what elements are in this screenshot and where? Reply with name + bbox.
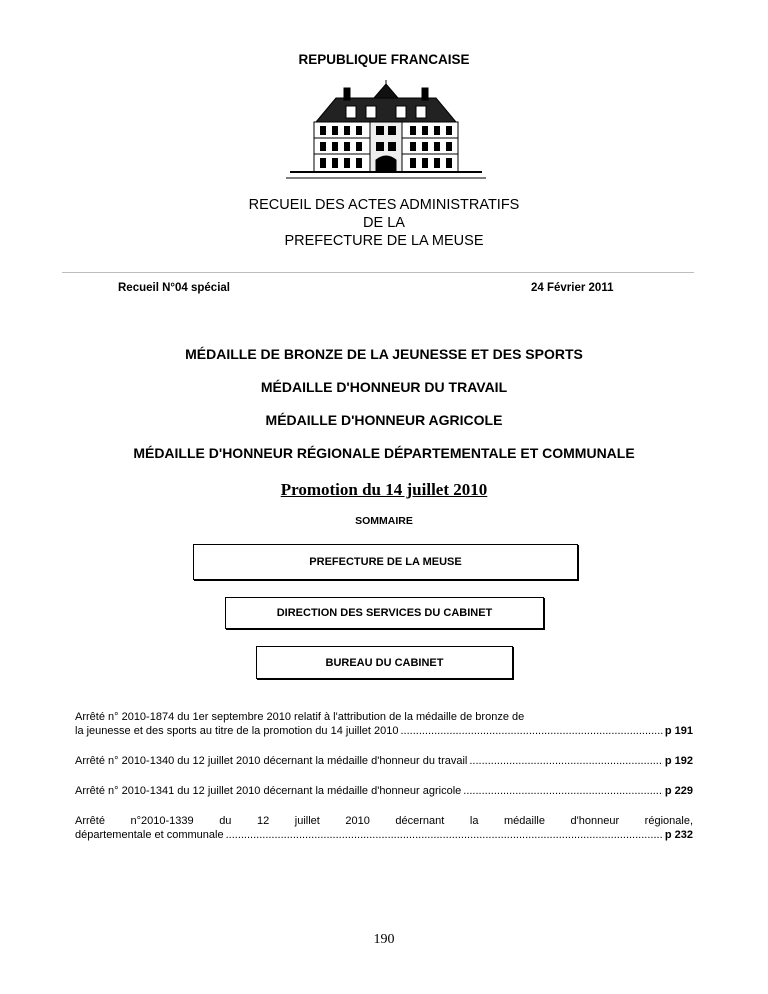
section-box-prefecture bbox=[193, 544, 578, 580]
toc-entry bbox=[75, 784, 693, 798]
recueil-title-line2: DE LA bbox=[363, 215, 405, 231]
recueil-title-line3: PREFECTURE DE LA MEUSE bbox=[284, 233, 484, 249]
toc-entry-line: Arrêté n° 2010-1874 du 1er septembre 2010 relatif à l'attribution de la médaille de bronze de bbox=[75, 711, 525, 723]
section-box-direction bbox=[225, 597, 544, 629]
toc-entry-line: Arrêté n° 2010-1341 du 12 juillet 2010 décernant la médaille d'honneur agricole bbox=[75, 785, 462, 797]
dot-leader bbox=[400, 724, 662, 738]
header-divider bbox=[62, 272, 694, 273]
medal-title: MÉDAILLE D'HONNEUR DU TRAVAIL bbox=[260, 379, 508, 395]
dot-leader bbox=[226, 828, 663, 842]
recueil-date: 24 Février 2011 bbox=[531, 282, 614, 294]
dot-leader bbox=[469, 754, 662, 768]
dot-leader bbox=[463, 784, 663, 798]
toc-entry-page: p 192 bbox=[664, 755, 693, 767]
medal-title: MÉDAILLE DE BRONZE DE LA JEUNESSE ET DES SPORTS bbox=[185, 346, 583, 362]
recueil-number: Recueil N°04 spécial bbox=[118, 282, 230, 294]
section-box-label: PREFECTURE DE LA MEUSE bbox=[309, 556, 462, 568]
section-box-label: BUREAU DU CABINET bbox=[325, 656, 444, 669]
toc-entry-line: Arrêté n°2010-1339 du 12 juillet 2010 décernant la médaille d'honneur régionale, bbox=[75, 815, 693, 827]
toc-entry-page: p 232 bbox=[664, 829, 693, 841]
republic-title: REPUBLIQUE FRANCAISE bbox=[298, 52, 470, 67]
promotion-title: Promotion du 14 juillet 2010 bbox=[280, 480, 488, 499]
toc-entry-line: Arrêté n° 2010-1340 du 12 juillet 2010 décernant la médaille d'honneur du travail bbox=[75, 755, 468, 767]
toc-entry-page: p 191 bbox=[664, 725, 693, 737]
recueil-title-line1: RECUEIL DES ACTES ADMINISTRATIFS bbox=[248, 197, 520, 213]
page-number: 190 bbox=[373, 932, 395, 947]
toc-entry bbox=[75, 754, 693, 768]
toc-entry-line: la jeunesse et des sports au titre de la promotion du 14 juillet 2010 bbox=[75, 725, 399, 737]
section-box-bureau bbox=[256, 646, 513, 679]
section-box-label: DIRECTION DES SERVICES DU CABINET bbox=[276, 607, 493, 619]
toc-entry-line: départementale et communale bbox=[75, 829, 224, 841]
sommaire-heading: SOMMAIRE bbox=[355, 515, 413, 527]
recueil-title bbox=[0, 196, 768, 250]
medal-title: MÉDAILLE D'HONNEUR RÉGIONALE DÉPARTEMENTALE ET COMMUNALE bbox=[133, 445, 635, 461]
medal-title: MÉDAILLE D'HONNEUR AGRICOLE bbox=[265, 412, 503, 428]
toc-entry-page: p 229 bbox=[664, 785, 693, 797]
toc-entry bbox=[75, 814, 693, 842]
toc-entry bbox=[75, 710, 693, 738]
prefecture-building-illustration bbox=[286, 80, 486, 182]
